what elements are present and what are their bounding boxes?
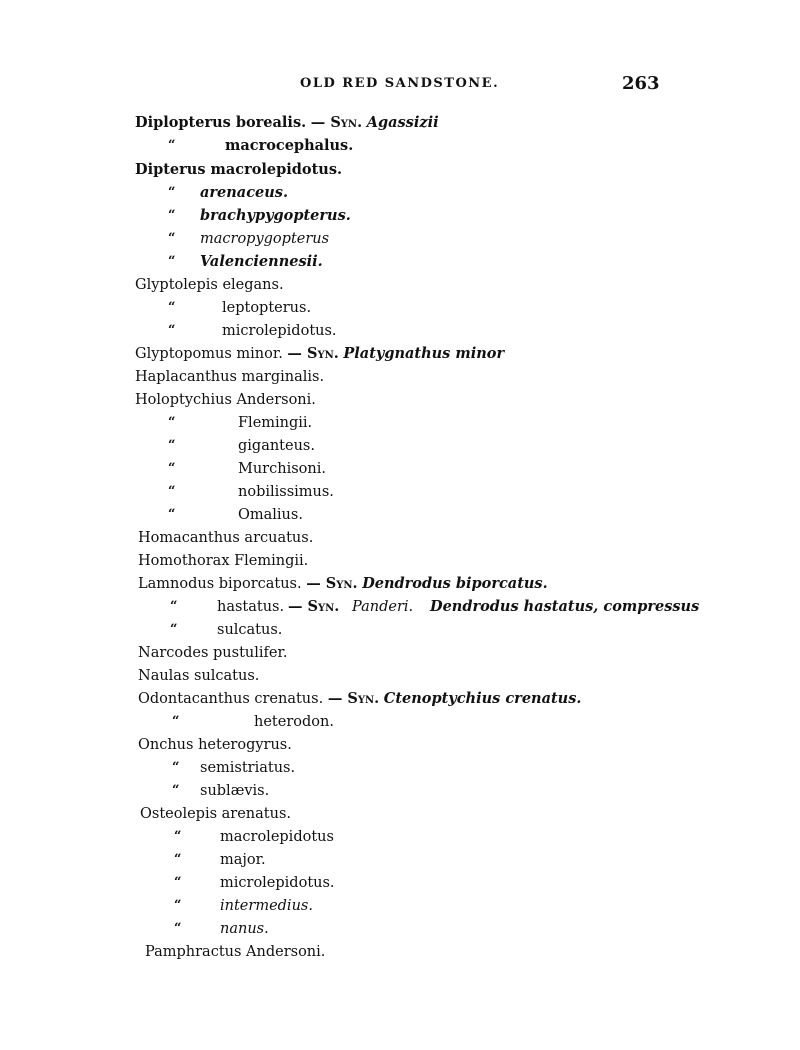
- ditto-mark: “: [168, 438, 176, 453]
- list-item: [135, 389, 316, 411]
- ditto-mark: “: [174, 875, 182, 890]
- list-item: [138, 527, 313, 549]
- species-name: semistriatus.: [200, 760, 296, 776]
- ditto-mark: “: [168, 461, 176, 476]
- synonym-label: — Syn.: [310, 114, 363, 131]
- species-name: Holoptychius Andersoni.: [135, 392, 316, 408]
- species-name: Flemingii.: [238, 415, 313, 431]
- species-name: giganteus.: [238, 438, 315, 454]
- ditto-mark: “: [168, 415, 176, 430]
- ditto-mark: “: [168, 507, 176, 522]
- synonym-label: — Syn.: [287, 345, 339, 362]
- species-name: Odontacanthus crenatus.: [138, 691, 324, 707]
- ditto-mark: “: [168, 484, 176, 499]
- page-number: 263: [622, 73, 660, 94]
- synonym-name: Platygnathus minor: [343, 345, 505, 362]
- species-name: Haplacanthus marginalis.: [135, 369, 325, 385]
- list-item: [135, 366, 324, 388]
- species-name: nanus.: [220, 921, 269, 937]
- species-name: Onchus heterogyrus.: [138, 737, 292, 753]
- list-item: [135, 159, 342, 181]
- species-name: microlepidotus.: [222, 323, 337, 339]
- species-name: macrocephalus.: [225, 137, 354, 154]
- list-item: [138, 734, 292, 756]
- species-name: sulcatus.: [217, 622, 283, 638]
- species-name: Pamphractus Andersoni.: [145, 944, 326, 960]
- ditto-mark: “: [174, 921, 182, 936]
- list-item: [138, 688, 581, 710]
- list-item: [138, 573, 548, 595]
- species-name: heterodon.: [254, 714, 334, 730]
- species-name: Valenciennesii.: [200, 253, 323, 270]
- list-item: [138, 642, 287, 664]
- synonym-label: — Syn.: [306, 575, 358, 592]
- ditto-mark: “: [168, 185, 176, 200]
- species-name: Homacanthus arcuatus.: [138, 530, 314, 546]
- species-name: macropygopterus: [200, 231, 330, 247]
- ditto-mark: “: [168, 323, 176, 338]
- list-item: [140, 803, 291, 825]
- ditto-mark: “: [172, 783, 180, 798]
- ditto-mark: “: [174, 852, 182, 867]
- list-item: [138, 550, 308, 572]
- ditto-mark: “: [172, 714, 180, 729]
- species-name: nobilissimus.: [238, 484, 334, 500]
- species-name: Osteolepis arenatus.: [140, 806, 292, 822]
- species-name: Naulas sulcatus.: [138, 668, 260, 684]
- ditto-mark: “: [174, 898, 182, 913]
- running-header: OLD RED SANDSTONE.: [300, 76, 500, 91]
- species-name: Glyptopomus minor.: [135, 346, 283, 362]
- species-name: Dipterus macrolepidotus.: [135, 161, 343, 178]
- ditto-mark: “: [168, 138, 176, 153]
- species-name: Diplopterus borealis.: [135, 114, 307, 131]
- ditto-mark: “: [174, 829, 182, 844]
- list-item: [138, 665, 259, 687]
- ditto-mark: “: [170, 622, 178, 637]
- ditto-mark: “: [170, 599, 178, 614]
- synonym-name: Panderi.: [352, 599, 414, 615]
- synonym-name-secondary: Dendrodus hastatus, compressus: [430, 598, 700, 615]
- synonym-name: Agassizii: [366, 114, 439, 131]
- species-name: macrolepidotus: [220, 829, 334, 845]
- species-name: arenaceus.: [200, 184, 289, 201]
- list-item: [145, 941, 325, 963]
- synonym-label: — Syn.: [288, 598, 340, 615]
- list-item: [135, 343, 504, 365]
- species-name: leptopterus.: [222, 300, 312, 316]
- species-name: Narcodes pustulifer.: [138, 645, 288, 661]
- species-name: sublævis.: [200, 783, 270, 799]
- ditto-mark: “: [172, 760, 180, 775]
- species-name: brachypygopterus.: [200, 207, 351, 224]
- list-item: [135, 112, 439, 134]
- synonym-label: — Syn.: [327, 690, 380, 707]
- synonym-name: Ctenoptychius crenatus.: [383, 690, 582, 707]
- list-item: [135, 274, 284, 296]
- ditto-mark: “: [168, 254, 176, 269]
- species-name: Glyptolepis elegans.: [135, 277, 284, 293]
- species-name: Murchisoni.: [238, 461, 326, 477]
- species-name: Homothorax Flemingii.: [138, 553, 309, 569]
- synonym-name: Dendrodus biporcatus.: [362, 575, 548, 592]
- species-name: major.: [220, 852, 266, 868]
- species-name: microlepidotus.: [220, 875, 335, 891]
- species-name: hastatus.: [217, 599, 285, 615]
- species-name: Omalius.: [238, 507, 303, 523]
- ditto-mark: “: [168, 231, 176, 246]
- species-name: Lamnodus biporcatus.: [138, 576, 302, 592]
- species-name: intermedius.: [220, 898, 313, 914]
- ditto-mark: “: [168, 208, 176, 223]
- ditto-mark: “: [168, 300, 176, 315]
